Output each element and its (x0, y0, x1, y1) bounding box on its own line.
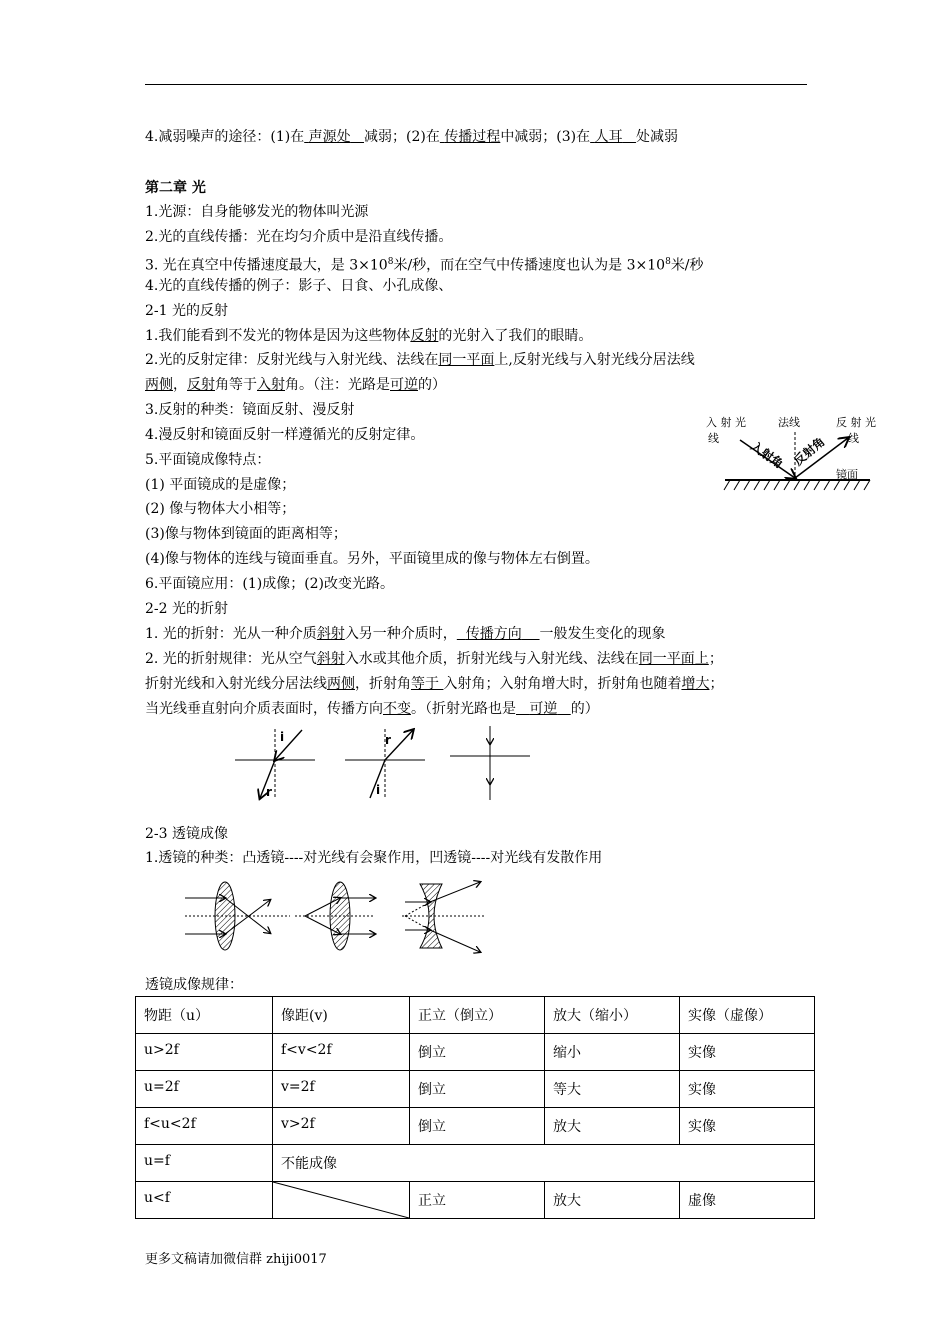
text-line: 6.平面镜应用：(1)成像；(2)改变光路。 (145, 576, 395, 592)
table-cell: f<v<2f (273, 1034, 410, 1071)
convex-lens-parallel (185, 882, 290, 950)
text-line: 1.光源：自身能够发光的物体叫光源 (145, 204, 369, 220)
label-reflected: 反 射 光 (836, 416, 876, 429)
text-line: 4.漫反射和镜面反射一样遵循光的反射定律。 (145, 427, 425, 443)
label-incident: 入 射 光 (706, 416, 746, 429)
refraction-air-to-water (235, 729, 315, 799)
text-line: 3. 光在真空中传播速度最大，是 $3\times 10^8$米/秒，而在空气中传播速度也认为是 $3\times 10^8$米/秒 (145, 257, 704, 274)
table-cell: f<u<2f (136, 1108, 273, 1145)
angle-in-label: 入射角 (748, 438, 786, 472)
table-cell: 不能成像 (273, 1145, 815, 1182)
text-line: 3.反射的种类：镜面反射、漫反射 (145, 402, 355, 418)
table-row (136, 1071, 815, 1108)
table-cell: 放大 (545, 1182, 680, 1219)
table-cell: v=2f (273, 1071, 410, 1108)
label-mirror: 镜面 (836, 468, 858, 481)
table-cell: 正立 (410, 1182, 545, 1219)
table-cell: 实像 (680, 1071, 815, 1108)
table-cell: 缩小 (545, 1034, 680, 1071)
text-line: 2.光的直线传播：光在均匀介质中是沿直线传播。 (145, 229, 453, 245)
text-line: 5.平面镜成像特点： (145, 452, 271, 468)
text-line: (3)像与物体到镜面的距离相等； (145, 526, 347, 542)
table-cell: u=2f (136, 1071, 273, 1108)
header-rule (145, 84, 807, 85)
text-line: 4.光的直线传播的例子：影子、日食、小孔成像、 (145, 278, 453, 294)
convex-lens-focus (295, 882, 375, 950)
text-line: 两侧，反射角等于入射角。（注：光路是可逆的） (145, 377, 446, 393)
table-cell: 放大 (545, 1108, 680, 1145)
refraction-water-to-air (345, 729, 425, 799)
table-cell: u=f (136, 1145, 273, 1182)
text-line: 当光线垂直射向介质表面时，传播方向不变。（折射光路也是 可逆 的） (145, 701, 599, 717)
text-line: (1) 平面镜成的是虚像； (145, 477, 296, 493)
text-line: 1.透镜的种类：凸透镜----对光线有会聚作用，凹透镜----对光线有发散作用 (145, 850, 603, 866)
table-cell: u<f (136, 1182, 273, 1219)
table-cell: 虚像 (680, 1182, 815, 1219)
lens-imaging-table (135, 996, 815, 1219)
svg-text:r: r (266, 785, 272, 799)
table-header-row (136, 997, 815, 1034)
lens-diagrams (180, 878, 490, 958)
text-line: 2.光的反射定律：反射光线与入射光线、法线在同一平面上,反射光线与入射光线分居法线 (145, 352, 695, 368)
svg-text:i: i (376, 783, 381, 797)
text-line: (4)像与物体的连线与镜面垂直。另外，平面镜里成的像与物体左右倒置。 (145, 551, 599, 567)
table-cell-diagonal (273, 1182, 410, 1219)
table-cell: 等大 (545, 1071, 680, 1108)
section-title: 2-3 透镜成像 (145, 826, 228, 842)
reflection-diagram (700, 410, 890, 500)
table-cell: 倒立 (410, 1108, 545, 1145)
text-line: (2) 像与物体大小相等； (145, 501, 296, 517)
table-row (136, 1108, 815, 1145)
table-cell: 实像 (680, 1034, 815, 1071)
svg-text:r: r (385, 733, 391, 747)
label-reflected-2: 线 (848, 432, 859, 445)
table-cell: v>2f (273, 1108, 410, 1145)
table-header-cell: 正立（倒立） (410, 997, 545, 1034)
table-row (136, 1182, 815, 1219)
section-title: 2-1 光的反射 (145, 303, 228, 319)
mirror-hatch (724, 480, 870, 490)
text-line: 1. 光的折射：光从一种介质斜射入另一种介质时， 传播方向 一般发生变化的现象 (145, 626, 666, 642)
label-incident-2: 线 (708, 432, 719, 445)
table-title: 透镜成像规律： (145, 977, 243, 993)
table-cell: 倒立 (410, 1071, 545, 1108)
table-cell: 实像 (680, 1108, 815, 1145)
angle-out-label: 反射角 (790, 434, 828, 469)
text-line: 1.我们能看到不发光的物体是因为这些物体反射的光射入了我们的眼睛。 (145, 328, 593, 344)
table-header-cell: 放大（缩小） (545, 997, 680, 1034)
table-header-cell: 物距（u） (136, 997, 273, 1034)
table-header-cell: 实像（虚像） (680, 997, 815, 1034)
noise-line: 4.减弱噪声的途径：(1)在 声源处 减弱；(2)在 传播过程中减弱；(3)在 人耳 处减弱 (145, 129, 678, 145)
chapter-title: 第二章 光 (145, 180, 206, 196)
table-cell: 倒立 (410, 1034, 545, 1071)
text-line: 折射光线和入射光线分居法线两侧，折射角等于 入射角；入射角增大时，折射角也随着增大； (145, 676, 724, 692)
label-normal: 法线 (778, 416, 800, 429)
refraction-perpendicular (450, 726, 530, 800)
table-cell: u>2f (136, 1034, 273, 1071)
table-row (136, 1034, 815, 1071)
svg-text:i: i (280, 730, 285, 744)
table-row (136, 1145, 815, 1182)
section-title: 2-2 光的折射 (145, 601, 228, 617)
footer-note: 更多文稿请加微信群 zhiji0017 (145, 1252, 327, 1267)
concave-lens (402, 882, 485, 952)
refraction-diagrams (230, 724, 540, 804)
table-header-cell: 像距(v) (273, 997, 410, 1034)
text-line: 2. 光的折射规律：光从空气斜射入水或其他介质，折射光线与入射光线、法线在同一平面上； (145, 651, 723, 667)
